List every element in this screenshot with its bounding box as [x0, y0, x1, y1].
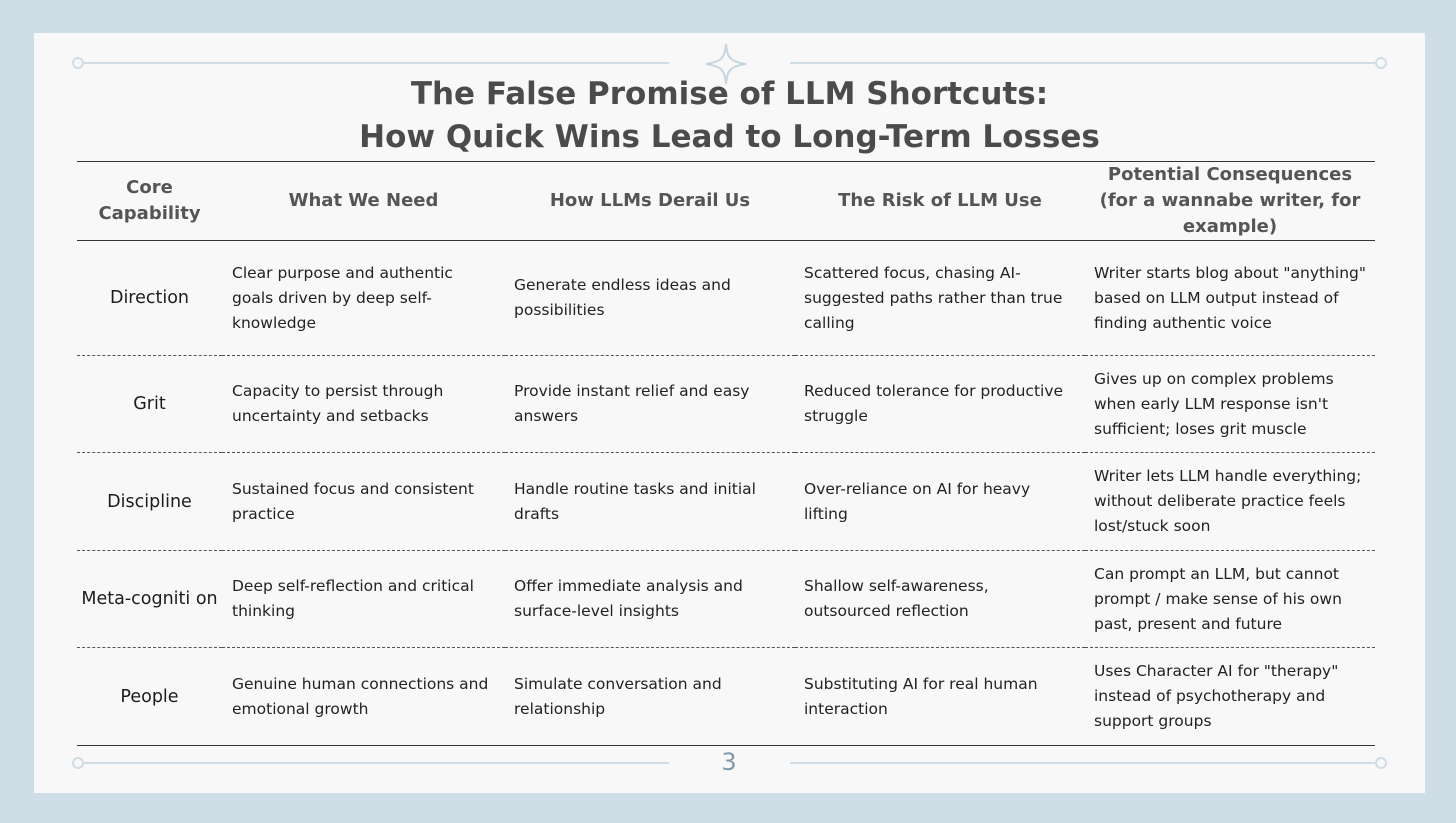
derail-cell: Simulate conversation and relationship — [514, 674, 722, 718]
title-line-1: The False Promise of LLM Shortcuts: — [410, 76, 1049, 112]
bottom-rule-left-end-dot — [72, 757, 84, 769]
capability-cell: People — [120, 686, 179, 707]
slide — [34, 33, 1425, 793]
slide-title — [34, 73, 1425, 159]
header-what-we-need: What We Need — [288, 190, 439, 211]
consequence-cell: Can prompt an LLM, but cannot prompt / make sense of his own past, present and future — [1094, 564, 1342, 633]
need-cell: Genuine human connections and emotional growth — [232, 674, 489, 718]
consequence-cell: Uses Character AI for "therapy" instead of psychotherapy and support groups — [1094, 662, 1339, 730]
need-cell: Capacity to persist through uncertainty and setbacks — [232, 382, 444, 425]
risk-cell: Over-reliance on AI for heavy lifting — [804, 479, 1031, 523]
header-how-llms-derail-us: How LLMs Derail Us — [549, 190, 751, 211]
risk-cell: Scattered focus, chasing AI-suggested paths rather than true calling — [804, 263, 1063, 332]
top-rule-left-end-dot — [72, 57, 84, 69]
top-rule-right — [790, 62, 1380, 64]
derail-cell: Handle routine tasks and initial drafts — [514, 479, 756, 523]
risk-cell: Shallow self-awareness, outsourced reflection — [804, 577, 989, 620]
need-cell: Sustained focus and consistent practice — [232, 479, 474, 523]
consequence-cell: Gives up on complex problems when early LLM response isn't sufficient; loses grit muscle — [1094, 369, 1334, 438]
derail-cell: Generate endless ideas and possibilities — [514, 276, 731, 319]
table-row — [77, 453, 1375, 551]
header-core-capability: Core Capability — [98, 177, 201, 224]
table-row — [77, 648, 1375, 746]
capability-cell: Grit — [133, 394, 166, 414]
risk-cell: Substituting AI for real human interaction — [804, 674, 1038, 718]
bottom-rule-right — [790, 762, 1380, 764]
risk-cell: Reduced tolerance for productive struggle — [804, 382, 1064, 425]
table-body — [77, 241, 1375, 746]
table-row — [77, 356, 1375, 453]
top-rule-left — [79, 62, 669, 64]
table-header — [77, 162, 1375, 241]
need-cell: Deep self-reflection and critical thinking — [232, 577, 474, 620]
need-cell: Clear purpose and authentic goals driven by deep self-knowledge — [232, 263, 453, 332]
consequence-cell: Writer lets LLM handle everything; without deliberate practice feels lost/stuck soon — [1094, 467, 1362, 535]
capability-cell: Discipline — [107, 491, 192, 512]
capability-cell: Meta-cogniti on — [81, 589, 218, 609]
table-row — [77, 551, 1375, 648]
page-number: 3 — [721, 748, 737, 776]
capability-cell: Direction — [109, 288, 190, 308]
consequence-cell: Writer starts blog about "anything" based on LLM output instead of finding authentic voice — [1094, 263, 1366, 332]
header-row — [77, 162, 1375, 241]
bottom-rule-right-end-dot — [1375, 757, 1387, 769]
derail-cell: Offer immediate analysis and surface-level insights — [514, 577, 743, 620]
table-row — [77, 241, 1375, 356]
capability-table — [77, 161, 1375, 746]
bottom-rule-left — [79, 762, 669, 764]
header-risk-of-llm-use: The Risk of LLM Use — [838, 190, 1042, 211]
derail-cell: Provide instant relief and easy answers — [514, 382, 750, 425]
title-line-2: How Quick Wins Lead to Long-Term Losses — [359, 119, 1100, 155]
header-potential-consequences: Potential Consequences (for a wannabe writer, for example) — [1099, 164, 1361, 237]
top-rule-right-end-dot — [1375, 57, 1387, 69]
